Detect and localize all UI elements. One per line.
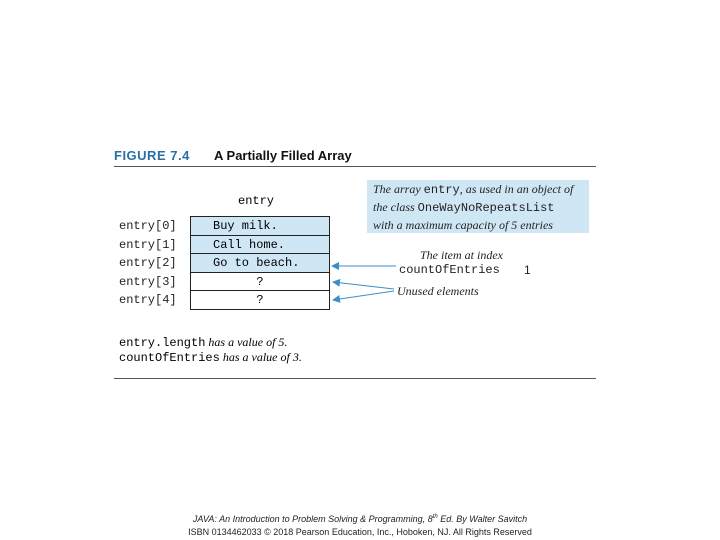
unused-arrow-upper (333, 282, 394, 289)
figure-number: FIGURE 7.4 (114, 148, 190, 163)
footer-copyright: ISBN 0134462033 © 2018 Pearson Education, Inc., Hoboken, NJ. All Rights Reserved (188, 527, 532, 537)
unused-elements-label: Unused elements (397, 284, 479, 298)
callout-line-2: the class OneWayNoRepeatsList (373, 200, 555, 215)
item-index-label: The item at index (420, 248, 503, 262)
index-label-3: entry[3] (119, 274, 177, 289)
item-index-suffix: 1 (524, 263, 531, 277)
bottom-rule (114, 378, 596, 379)
index-label-0: entry[0] (119, 219, 177, 233)
array-cell-1: Call home. (191, 236, 329, 255)
length-note: entry.length has a value of 5. (119, 335, 288, 350)
figure-title: A Partially Filled Array (214, 148, 352, 163)
array-name: entry (238, 194, 275, 208)
index-label-4: entry[4] (119, 293, 177, 307)
array-cell-4: ? (191, 291, 329, 309)
item-index-code: countOfEntries (399, 263, 500, 277)
callout-line-1: The array entry, as used in an object of (373, 182, 574, 197)
callout-line-3: with a maximum capacity of 5 entries (373, 218, 553, 232)
array-cell-2: Go to beach. (191, 254, 329, 273)
unused-arrow-lower (333, 291, 394, 300)
count-note: countOfEntries has a value of 3. (119, 350, 302, 365)
index-label-1: entry[1] (119, 237, 177, 252)
array-cell-3: ? (191, 273, 329, 292)
array-cell-0: Buy milk. (191, 217, 329, 236)
index-label-2: entry[2] (119, 256, 177, 270)
footer-book-title: JAVA: An Introduction to Problem Solving & Programming, 8th Ed. By Walter Savitch (192, 514, 528, 524)
